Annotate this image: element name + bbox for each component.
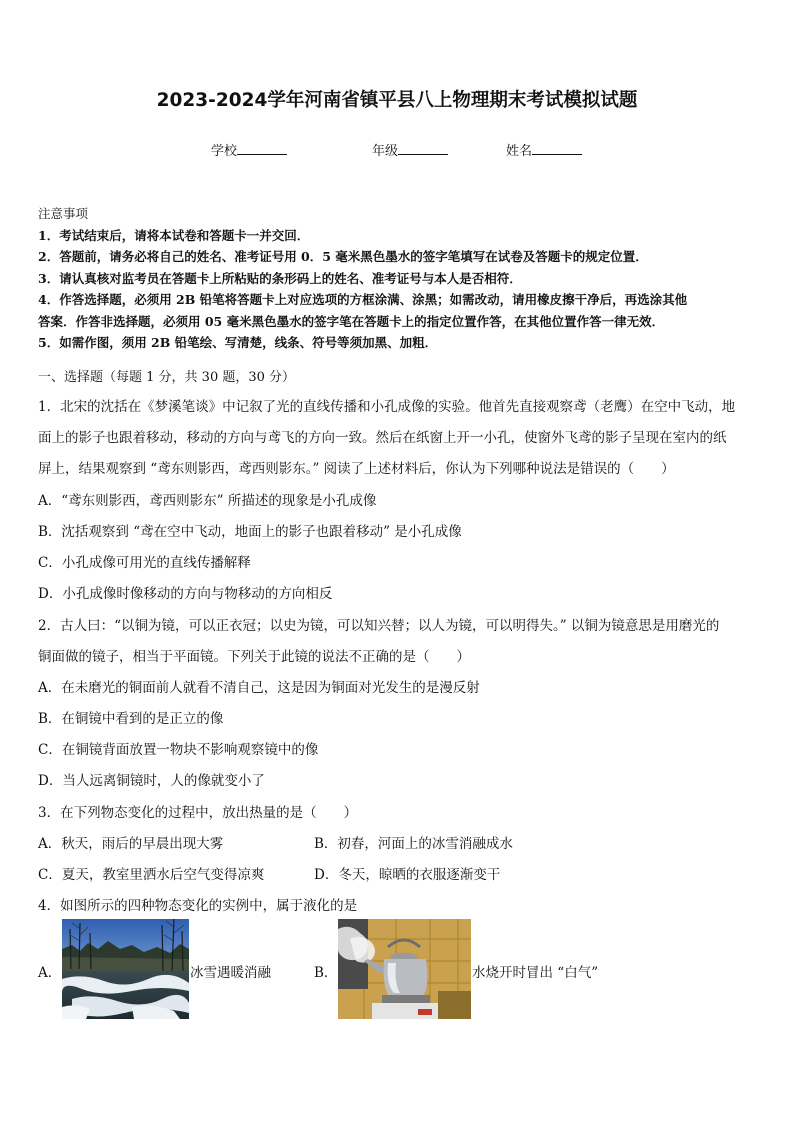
q2-option-a: A．在未磨光的铜面前人就看不清自己，这是因为铜面对光发生的是漫反射: [38, 680, 480, 696]
q2-stem-line: 铜面做的镜子，相当于平面镜。下列关于此镜的说法不正确的是（ ）: [38, 649, 470, 665]
name-label: 姓名: [506, 144, 533, 159]
q1-option-c: C．小孔成像可用光的直线传播解释: [38, 555, 251, 571]
note-line: 2．答题前，请务必将自己的姓名、准考证号用 0．5 毫米黑色墨水的签字笔填写在试卷及答题卡的规定位置．: [38, 249, 648, 264]
note-line: 4．作答选择题，必须用 2B 铅笔将答题卡上对应选项的方框涂满、涂黑；如需改动，请用橡皮擦干净后，再选涂其他: [38, 292, 688, 307]
q3-option-b: B．初春，河面上的冰雪消融成水: [314, 836, 513, 852]
q3-option-a: A．秋天，雨后的早晨出现大雾: [38, 836, 224, 852]
note-line: 3．请认真核对监考员在答题卡上所粘贴的条形码上的姓名、准考证号与本人是否相符．: [38, 270, 522, 286]
q3-option-d: D．冬天，晾晒的衣服逐渐变干: [314, 867, 501, 883]
school-blank: [237, 142, 287, 155]
q2-option-c: C．在铜镜背面放置一物块不影响观察镜中的像: [38, 742, 319, 758]
grade-label: 年级: [372, 144, 399, 159]
name-field: [506, 140, 582, 159]
grade-field: [372, 140, 448, 159]
name-blank: [532, 142, 582, 155]
q4-stem: 4．如图所示的四种物态变化的实例中，属于液化的是: [38, 898, 358, 914]
section-title: 一、选择题（每题 1 分，共 30 题，30 分）: [38, 370, 296, 385]
q3-option-c: C．夏天，教室里洒水后空气变得凉爽: [38, 867, 265, 883]
q1-option-a: A．“鸢东则影西，鸢西则影东” 所描述的现象是小孔成像: [38, 493, 377, 509]
page-title: 2023-2024学年河南省镇平县八上物理期末考试模拟试题: [156, 90, 638, 111]
q2-stem-line: 2．古人曰：“以铜为镜，可以正衣冠；以史为镜，可以知兴替；以人为镜，可以明得失。” 以铜为镜意思是用磨光的: [38, 618, 720, 634]
q1-stem-line: 屏上，结果观察到 “鸢东则影西，鸢西则影东。” 阅读了上述材料后，你认为下列哪种说法是错误的（ ）: [38, 461, 675, 477]
q1-option-d: D．小孔成像时像移动的方向与物移动的方向相反: [38, 586, 333, 602]
q4-option-b-letter: B．: [314, 965, 338, 981]
q2-option-d: D．当人远离铜镜时，人的像就变小了: [38, 773, 265, 789]
q4-option-a-photo: [62, 919, 189, 1019]
notes-heading: 注意事项: [38, 206, 89, 221]
grade-blank: [398, 142, 448, 155]
q3-stem: 3．在下列物态变化的过程中，放出热量的是（ ）: [38, 805, 358, 821]
q4-option-b-text: 水烧开时冒出 “白气”: [472, 965, 599, 981]
note-line: 1．考试结束后，请将本试卷和答题卡一并交回．: [38, 227, 310, 243]
q1-option-b: B．沈括观察到 “鸢在空中飞动，地面上的影子也跟着移动” 是小孔成像: [38, 524, 462, 540]
snow-river-image: [62, 919, 189, 1019]
school-field: [211, 140, 287, 159]
q1-stem-line: 1．北宋的沈括在《梦溪笔谈》中记叙了光的直线传播和小孔成像的实验。他首先直接观察鸢（老鹰）在空中飞动，地: [38, 399, 736, 415]
kettle-steam-image: [338, 919, 471, 1019]
q4-option-a-text: 冰雪遇暖消融: [190, 965, 271, 981]
note-line: 答案．作答非选择题，必须用 05 毫米黑色墨水的签字笔在答题卡上的指定位置作答，在其他位置作答一律无效．: [38, 313, 665, 329]
q2-option-b: B．在铜镜中看到的是正立的像: [38, 711, 224, 727]
q1-stem-line: 面上的影子也跟着移动，移动的方向与鸢飞的方向一致。然后在纸窗上开一小孔，使窗外飞鸢的影子呈现在室内的纸: [38, 430, 727, 446]
note-line: 5．如需作图，须用 2B 铅笔绘、写清楚，线条、符号等须加黑、加粗．: [38, 335, 438, 350]
q4-option-b-photo: [338, 919, 471, 1019]
school-label: 学校: [211, 144, 238, 159]
notes-block: [38, 203, 758, 354]
q4-option-a-letter: A．: [38, 965, 62, 981]
